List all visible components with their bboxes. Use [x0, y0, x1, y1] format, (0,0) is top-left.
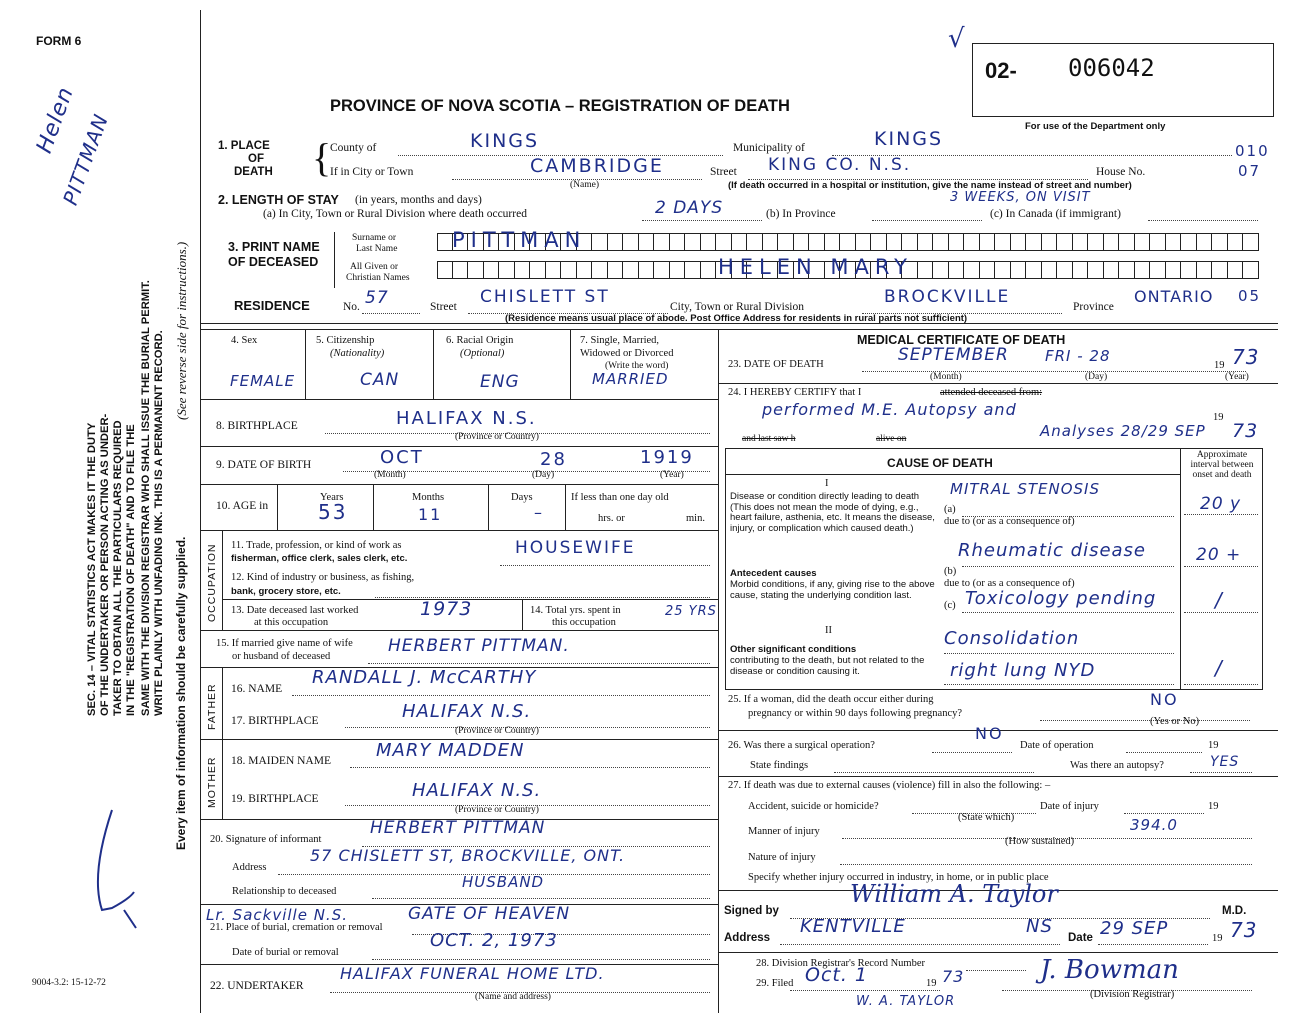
cause-b-due-label: due to (or as a consequence of)	[944, 578, 1075, 589]
sec14-line-5: SAME WITH THE DIVISION REGISTRAR WHO SHALL ISSUE THE BURIAL PERMIT.	[140, 280, 152, 716]
last-worked-label-1: 13. Date deceased last worked	[231, 605, 359, 616]
certify-label: 24. I HEREBY CERTIFY that I	[728, 387, 862, 398]
q27-label: 27. If death was due to external causes (violence) fill in also the following: –	[728, 780, 1051, 791]
other-conditions-value-2: right lung NYD	[950, 660, 1096, 681]
residence-no-value: 57	[365, 288, 389, 308]
age-years-value: 53	[318, 500, 348, 524]
stay-title: 2. LENGTH OF STAY	[218, 193, 339, 207]
cause-c-interval: /	[1215, 588, 1223, 612]
age-days-value: –	[534, 503, 544, 522]
cert-address-label: Address	[724, 932, 771, 944]
filed-label: 29. Filed	[756, 978, 794, 989]
q25-value: NO	[1150, 690, 1179, 709]
cert-address-province: NS	[1026, 916, 1053, 937]
interval-label: Approximate interval between onset and death	[1190, 450, 1254, 480]
burial-date-value: OCT. 2, 1973	[430, 930, 558, 951]
cause-a-value: MITRAL STENOSIS	[950, 480, 1100, 498]
city-label: If in City or Town	[330, 166, 414, 178]
occupation-side-label: OCCUPATION	[206, 543, 218, 622]
state-which-sublabel: (State which)	[958, 812, 1015, 823]
marital-label-3: (Write the word)	[605, 361, 669, 371]
place-title-2: OF	[248, 153, 264, 165]
marital-value: MARRIED	[592, 370, 669, 388]
racial-label: 6. Racial Origin	[446, 335, 514, 346]
stay-city-value: 2 DAYS	[655, 198, 724, 218]
trade-value: HOUSEWIFE	[515, 538, 636, 558]
age-months-value: 11	[418, 505, 443, 524]
death-year-prefix: 19	[1214, 360, 1225, 371]
informant-label: 20. Signature of informant	[210, 834, 322, 845]
medical-title: MEDICAL CERTIFICATE OF DEATH	[857, 333, 1066, 347]
cause-c-value: Toxicology pending	[965, 588, 1157, 609]
margin-signature-mark	[72, 800, 162, 940]
last-worked-label-2: at this occupation	[254, 617, 329, 628]
form-code: 9004-3.2: 15-12-72	[32, 978, 106, 988]
sex-value: FEMALE	[230, 372, 296, 390]
manner-value: 394.0	[1130, 816, 1178, 834]
sec14-line-2: OF THE UNDERTAKER OR PERSON ACTING AS UNDER-	[99, 413, 111, 716]
form-title: PROVINCE OF NOVA SCOTIA – REGISTRATION OF DEATH	[330, 97, 790, 115]
certify-struck-text: attended deceased from:	[940, 387, 1043, 398]
burial-place-label: 21. Place of burial, cremation or removal	[210, 922, 383, 933]
place-title: 1. PLACE	[218, 140, 270, 152]
death-year: 73	[1232, 345, 1260, 369]
cause-b-interval: 20 +	[1196, 545, 1242, 565]
cause-a-interval: 20 y	[1200, 494, 1242, 514]
dob-year: 1919	[640, 447, 694, 468]
age-months-label: Months	[412, 492, 445, 503]
city-name-sublabel: (Name)	[570, 180, 600, 190]
cause-b-value: Rheumatic disease	[958, 540, 1146, 561]
q26-value: NO	[975, 724, 1004, 743]
registration-number-box	[972, 43, 1274, 117]
left-border	[200, 10, 201, 1013]
age-years-label: Years	[320, 492, 344, 503]
other-conditions-label: contributing to the death, but not related to the disease or condition causing it.	[730, 655, 925, 677]
reverse-note: (See reverse side for instructions.)	[174, 241, 189, 420]
certify-year-prefix-1: 19	[1213, 412, 1224, 423]
spouse-value: HERBERT PITTMAN.	[388, 636, 570, 656]
age-hrs-label: hrs. or	[598, 513, 625, 524]
disease-label: Disease or condition directly leading to death (This does not mean the mode of dying, e.g., heart failure, asthenia, etc. It means the disease, injury, or complication which caused death.)	[730, 491, 935, 534]
operation-year-prefix: 19	[1208, 740, 1219, 751]
q25-label-2: pregnancy or within 90 days following pregnancy?	[748, 708, 963, 719]
street-value: KING CO. N.S.	[768, 155, 912, 175]
dept-use-label: For use of the Department only	[1025, 121, 1166, 132]
other-conditions-value-1: Consolidation	[944, 628, 1080, 649]
registrar-record-label: 28. Division Registrar's Record Number	[756, 958, 925, 969]
how-sustained-sublabel: (How sustained)	[1005, 836, 1075, 847]
undertaker-value: HALIFAX FUNERAL HOME LTD.	[340, 964, 605, 983]
manner-label: Manner of injury	[748, 826, 820, 837]
stay-province-value: 3 WEEKS, ON VISIT	[950, 190, 1091, 205]
relationship-value: HUSBAND	[462, 873, 545, 891]
residence-street-value: CHISLETT ST	[480, 287, 610, 307]
residence-title: RESIDENCE	[234, 298, 310, 313]
registrar-sublabel: (Division Registrar)	[1090, 989, 1175, 1000]
physician-printed-name: W. A. TAYLOR	[856, 994, 956, 1009]
death-month-label: (Month)	[930, 372, 962, 382]
injury-year-prefix: 19	[1208, 801, 1219, 812]
filed-year-value: 73	[942, 967, 965, 986]
age-less-day-label: If less than one day old	[571, 492, 669, 503]
place-brace: {	[312, 135, 332, 180]
dob-month: OCT	[380, 447, 424, 468]
certify-handwritten: performed M.E. Autopsy and	[762, 400, 1017, 419]
sec14-line-4: IN THE "REGISTRATION OF DEATH" AND TO FILE THE	[125, 424, 137, 716]
municipality-value: KINGS	[874, 128, 944, 150]
injury-date-label: Date of injury	[1040, 801, 1099, 812]
specify-label: Specify whether injury occurred in industry, in home, or in public place	[748, 872, 1049, 883]
municipality-label: Municipality of	[733, 142, 805, 154]
racial-sublabel: (Optional)	[460, 348, 505, 359]
cert-year-value: 73	[1230, 918, 1258, 942]
stay-canada-label: (c) In Canada (if immigrant)	[990, 208, 1121, 220]
name-title-2: OF DECEASED	[228, 255, 319, 269]
filed-year-prefix: 19	[926, 978, 937, 989]
residence-province-label: Province	[1073, 301, 1114, 313]
reg-prefix: 02-	[985, 58, 1017, 83]
cause-a-due-label: due to (or as a consequence of)	[944, 516, 1075, 527]
given-label-1: All Given or	[350, 262, 399, 272]
informant-address-label: Address	[232, 862, 267, 873]
residence-no-label: No.	[343, 301, 360, 313]
father-name-label: 16. NAME	[231, 683, 283, 695]
physician-signature: William A. Taylor	[850, 880, 1058, 908]
citizenship-sublabel: (Nationality)	[330, 348, 385, 359]
q25-label-1: 25. If a woman, did the death occur either during	[728, 694, 934, 705]
stay-province-label: (b) In Province	[766, 208, 836, 220]
alive-on-label: alive on	[876, 434, 907, 444]
antecedent-label: Morbid conditions, if any, giving rise to the above cause, stating the underlying condition last.	[730, 579, 935, 601]
burial-place-prefix: Lr. Sackville N.S.	[206, 906, 348, 924]
marital-label-2: Widowed or Divorced	[580, 348, 674, 359]
burial-place-value: GATE OF HEAVEN	[408, 904, 571, 924]
dob-label: 9. DATE OF BIRTH	[216, 459, 312, 471]
undertaker-sublabel: (Name and address)	[475, 992, 551, 1002]
stay-title-note: (in years, months and days)	[355, 194, 482, 206]
given-label-2: Christian Names	[346, 273, 410, 283]
other-conditions-title: Other significant conditions	[730, 644, 857, 655]
father-birthplace-label: 17. BIRTHPLACE	[231, 715, 319, 727]
age-label: 10. AGE in	[216, 500, 269, 512]
sec14-line-3: TAKER TO OBTAIN ALL THE PARTICULARS REQUIRED	[112, 420, 124, 716]
birthplace-value: HALIFAX N.S.	[396, 408, 537, 429]
reg-number: 006042	[1068, 54, 1155, 82]
cert-year-prefix: 19	[1212, 933, 1223, 944]
certify-handwritten-2: Analyses 28/29 SEP	[1040, 422, 1206, 440]
cert-date-value: 29 SEP	[1100, 918, 1169, 939]
mother-name-label: 18. MAIDEN NAME	[231, 755, 331, 767]
cause-a-label: (a)	[944, 504, 956, 515]
given-value: HELEN MARY	[718, 255, 913, 279]
q25-sublabel: (Yes or No)	[1150, 716, 1200, 727]
sex-label: 4. Sex	[231, 335, 258, 346]
dept-code-1: 010	[1235, 142, 1270, 160]
cert-address-value: KENTVILLE	[800, 916, 906, 937]
house-no-label: House No.	[1096, 166, 1146, 178]
surname-label-1: Surname or	[352, 233, 397, 243]
birthplace-sublabel: (Province or Country)	[455, 432, 539, 442]
age-days-label: Days	[511, 492, 533, 503]
marital-label-1: 7. Single, Married,	[580, 335, 660, 346]
hospital-note: (If death occurred in a hospital or institution, give the name instead of street and number)	[728, 180, 1132, 191]
check-mark: √	[948, 24, 967, 54]
death-month: SEPTEMBER	[898, 345, 1009, 365]
burial-date-label: Date of burial or removal	[232, 947, 339, 958]
certify-year: 73	[1232, 420, 1259, 442]
father-birthplace-sublabel: (Province or Country)	[455, 726, 539, 736]
center-divider	[718, 329, 719, 1013]
autopsy-value: YES	[1210, 754, 1240, 770]
surname-label-2: Last Name	[356, 244, 398, 254]
signed-by-label: Signed by	[724, 905, 779, 917]
other-conditions-interval: /	[1215, 656, 1223, 680]
total-years-label-1: 14. Total yrs. spent in	[530, 605, 621, 616]
citizenship-label: 5. Citizenship	[316, 335, 375, 346]
every-item-note: Every item of information should be carefully supplied.	[174, 536, 188, 850]
cause-c-label: (c)	[944, 600, 956, 611]
form-number: FORM 6	[36, 34, 82, 48]
mother-birthplace-label: 19. BIRTHPLACE	[231, 793, 319, 805]
registrar-signature: J. Bowman	[1040, 955, 1179, 985]
accident-label: Accident, suicide or homicide?	[748, 801, 879, 812]
place-title-3: DEATH	[234, 166, 273, 178]
spouse-label-1: 15. If married give name of wife	[216, 638, 353, 649]
residence-province-value: ONTARIO	[1134, 287, 1214, 306]
county-value: KINGS	[470, 130, 540, 152]
findings-label: State findings	[750, 760, 809, 771]
total-years-label-2: this occupation	[552, 617, 616, 628]
part-two-label: II	[825, 625, 832, 636]
industry-label-1: 12. Kind of industry or business, as fishing,	[231, 572, 415, 583]
informant-value: HERBERT PITTMAN	[370, 818, 546, 838]
total-years-value: 25 YRS	[665, 604, 717, 619]
dob-day: 28	[540, 449, 567, 470]
name-title-1: 3. PRINT NAME	[228, 240, 320, 254]
mother-name-value: MARY MADDEN	[376, 740, 525, 761]
county-label: County of	[330, 142, 377, 154]
death-day: FRI - 28	[1045, 347, 1111, 365]
city-value: CAMBRIDGE	[530, 155, 664, 177]
cause-title: CAUSE OF DEATH	[887, 456, 993, 470]
sec14-line-1: SEC. 14 – VITAL STATISTICS ACT MAKES IT THE DUTY	[86, 422, 98, 716]
death-year-label: (Year)	[1225, 372, 1249, 382]
antecedent-title: Antecedent causes	[730, 568, 817, 579]
last-worked-value: 1973	[420, 598, 473, 620]
death-date-label: 23. DATE OF DEATH	[728, 359, 824, 370]
sec14-line-6: WRITE PLAINLY WITH UNFADING INK. THIS IS A PERMANENT RECORD.	[153, 330, 165, 716]
death-day-label: (Day)	[1085, 372, 1108, 382]
racial-value: ENG	[480, 372, 520, 392]
operation-date-label: Date of operation	[1020, 740, 1094, 751]
relationship-label: Relationship to deceased	[232, 886, 337, 897]
margin-name-2: PITTMAN	[58, 110, 114, 209]
dob-month-label: (Month)	[374, 470, 406, 480]
surname-value: PITTMAN	[452, 228, 587, 252]
trade-label-2: fisherman, office clerk, sales clerk, etc.	[231, 553, 408, 564]
undertaker-label: 22. UNDERTAKER	[210, 980, 304, 992]
filed-value: Oct. 1	[805, 964, 869, 986]
margin-name-1: Helen	[32, 83, 79, 157]
dob-day-label: (Day)	[532, 470, 555, 480]
dept-code-2: 07	[1238, 162, 1262, 180]
age-min-label: min.	[686, 513, 705, 524]
q26-label: 26. Was there a surgical operation?	[728, 740, 875, 751]
spouse-label-2: or husband of deceased	[232, 651, 331, 662]
mother-birthplace-value: HALIFAX N.S.	[412, 780, 542, 801]
industry-label-2: bank, grocery store, etc.	[231, 586, 341, 597]
father-birthplace-value: HALIFAX N.S.	[402, 701, 532, 722]
father-name-value: RANDALL J. McCARTHY	[312, 667, 537, 688]
autopsy-label: Was there an autopsy?	[1070, 760, 1164, 771]
dept-code-3: 05	[1238, 287, 1262, 305]
stay-city-label: (a) In City, Town or Rural Division where death occurred	[263, 208, 527, 220]
last-saw-label: and last saw h	[742, 434, 796, 444]
informant-address-value: 57 CHISLETT ST, BROCKVILLE, ONT.	[310, 846, 626, 865]
citizenship-value: CAN	[360, 370, 400, 390]
part-one-label: I	[825, 478, 829, 489]
nature-label: Nature of injury	[748, 852, 816, 863]
cause-b-label: (b)	[944, 566, 957, 577]
father-side-label: FATHER	[206, 683, 218, 730]
cert-date-label: Date	[1068, 932, 1093, 944]
dob-year-label: (Year)	[660, 470, 684, 480]
residence-note: (Residence means usual place of abode. Post Office Address for residents in rural parts not sufficient)	[505, 313, 968, 324]
birthplace-label: 8. BIRTHPLACE	[216, 420, 298, 432]
residence-street-label: Street	[430, 301, 457, 313]
residence-city-value: BROCKVILLE	[884, 287, 1011, 307]
md-label: M.D.	[1222, 905, 1247, 917]
section-rule	[200, 329, 1278, 330]
mother-side-label: MOTHER	[206, 756, 218, 808]
residence-city-label: City, Town or Rural Division	[670, 301, 805, 313]
street-label: Street	[710, 166, 737, 178]
trade-label-1: 11. Trade, profession, or kind of work as	[231, 540, 402, 551]
mother-birthplace-sublabel: (Province or Country)	[455, 805, 539, 815]
